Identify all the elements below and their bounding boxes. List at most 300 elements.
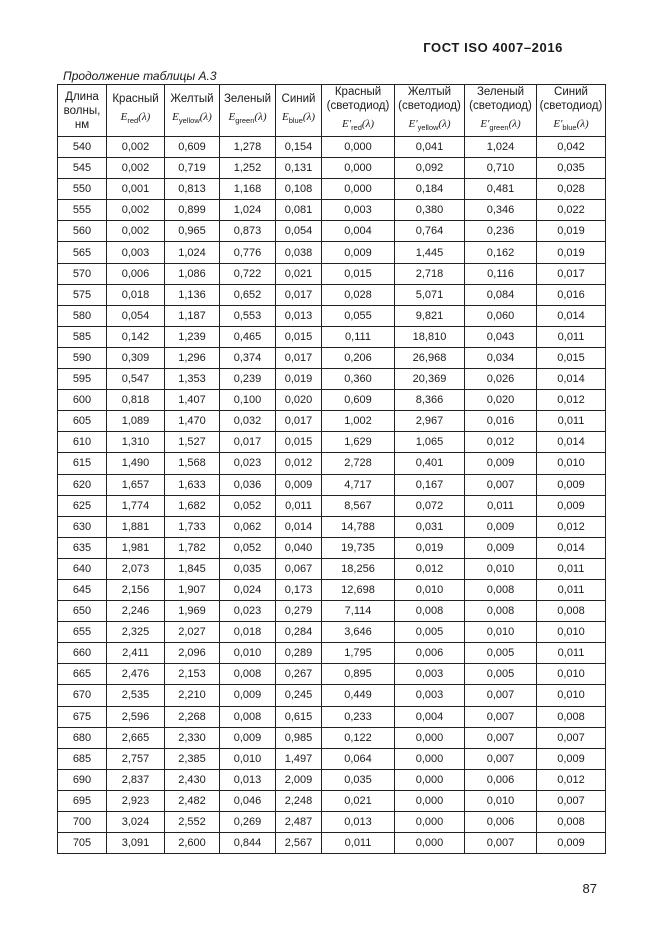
table-row xyxy=(58,263,606,284)
value-cell: 0,072 xyxy=(395,495,465,516)
value-cell: 0,011 xyxy=(537,579,606,600)
value-cell: 0,008 xyxy=(395,601,465,622)
value-cell: 12,698 xyxy=(322,579,395,600)
symbol-argument: (λ) xyxy=(361,118,374,131)
value-cell: 0,010 xyxy=(220,748,276,769)
value-cell: 0,012 xyxy=(537,516,606,537)
value-cell: 0,054 xyxy=(107,305,165,326)
value-cell: 0,003 xyxy=(107,242,165,263)
page-number: 87 xyxy=(582,881,597,896)
column-title: Синий (светодиод) xyxy=(539,86,603,113)
value-cell: 0,005 xyxy=(465,664,537,685)
wavelength-cell: 600 xyxy=(58,390,107,411)
value-cell: 0,009 xyxy=(537,474,606,495)
value-cell: 0,609 xyxy=(322,390,395,411)
symbol-argument: (λ) xyxy=(199,111,212,124)
value-cell: 0,017 xyxy=(276,411,322,432)
value-cell: 0,017 xyxy=(537,263,606,284)
value-cell: 0,899 xyxy=(165,200,220,221)
value-cell: 0,000 xyxy=(395,790,465,811)
value-cell: 0,012 xyxy=(395,558,465,579)
value-cell: 1,024 xyxy=(165,242,220,263)
value-cell: 0,000 xyxy=(395,748,465,769)
wavelength-cell: 645 xyxy=(58,579,107,600)
wavelength-cell: 635 xyxy=(58,537,107,558)
value-cell: 0,018 xyxy=(107,284,165,305)
value-cell: 0,005 xyxy=(465,643,537,664)
value-cell: 0,131 xyxy=(276,158,322,179)
value-cell: 1,682 xyxy=(165,495,220,516)
symbol-letter: E' xyxy=(553,118,563,131)
value-cell: 14,788 xyxy=(322,516,395,537)
value-cell: 8,366 xyxy=(395,390,465,411)
table-row xyxy=(58,326,606,347)
value-cell: 2,246 xyxy=(107,601,165,622)
value-cell: 0,018 xyxy=(220,622,276,643)
table-row xyxy=(58,369,606,390)
value-cell: 2,487 xyxy=(276,812,322,833)
wavelength-cell: 550 xyxy=(58,179,107,200)
value-cell: 0,036 xyxy=(220,474,276,495)
value-cell: 2,330 xyxy=(165,727,220,748)
column-symbol xyxy=(165,110,219,128)
value-cell: 0,547 xyxy=(107,369,165,390)
value-cell: 1,795 xyxy=(322,643,395,664)
column-title: Желтый (светодиод) xyxy=(398,86,461,113)
wavelength-cell: 565 xyxy=(58,242,107,263)
table-row xyxy=(58,558,606,579)
value-cell: 0,009 xyxy=(465,516,537,537)
value-cell: 0,010 xyxy=(537,622,606,643)
value-cell: 0,054 xyxy=(276,221,322,242)
table-row xyxy=(58,221,606,242)
value-cell: 0,012 xyxy=(537,390,606,411)
value-cell: 1,969 xyxy=(165,601,220,622)
column-header xyxy=(107,85,165,137)
value-cell: 0,985 xyxy=(276,727,322,748)
value-cell: 1,407 xyxy=(165,390,220,411)
value-cell: 0,122 xyxy=(322,727,395,748)
symbol-letter: E' xyxy=(480,118,490,131)
column-title: Красный (светодиод) xyxy=(326,86,390,113)
value-cell: 1,252 xyxy=(220,158,276,179)
column-title: Красный xyxy=(112,93,159,106)
value-cell: 0,005 xyxy=(395,622,465,643)
value-cell: 2,837 xyxy=(107,769,165,790)
value-cell: 0,002 xyxy=(107,137,165,158)
value-cell: 0,008 xyxy=(465,579,537,600)
value-cell: 0,609 xyxy=(165,137,220,158)
value-cell: 2,430 xyxy=(165,769,220,790)
value-cell: 0,001 xyxy=(107,179,165,200)
symbol-letter: E xyxy=(172,111,179,124)
value-cell: 0,013 xyxy=(220,769,276,790)
symbol-argument: (λ) xyxy=(302,111,315,124)
value-cell: 0,010 xyxy=(220,643,276,664)
table-row xyxy=(58,537,606,558)
value-cell: 0,965 xyxy=(165,221,220,242)
value-cell: 0,142 xyxy=(107,326,165,347)
value-cell: 9,821 xyxy=(395,305,465,326)
value-cell: 0,284 xyxy=(276,622,322,643)
table-row xyxy=(58,579,606,600)
value-cell: 0,028 xyxy=(537,179,606,200)
value-cell: 1,774 xyxy=(107,495,165,516)
value-cell: 1,845 xyxy=(165,558,220,579)
table-row xyxy=(58,432,606,453)
value-cell: 2,210 xyxy=(165,685,220,706)
value-cell: 0,007 xyxy=(465,833,537,854)
value-cell: 0,010 xyxy=(395,579,465,600)
value-cell: 0,873 xyxy=(220,221,276,242)
value-cell: 0,346 xyxy=(465,200,537,221)
value-cell: 0,007 xyxy=(465,748,537,769)
table-row xyxy=(58,685,606,706)
value-cell: 2,411 xyxy=(107,643,165,664)
value-cell: 0,003 xyxy=(395,685,465,706)
table-row xyxy=(58,790,606,811)
value-cell: 0,022 xyxy=(537,200,606,221)
symbol-subscript: yellow xyxy=(417,123,439,133)
wavelength-cell: 595 xyxy=(58,369,107,390)
table-row xyxy=(58,601,606,622)
value-cell: 1,445 xyxy=(395,242,465,263)
value-cell: 0,035 xyxy=(220,558,276,579)
value-cell: 0,010 xyxy=(465,790,537,811)
value-cell: 0,035 xyxy=(322,769,395,790)
value-cell: 0,465 xyxy=(220,326,276,347)
table-row xyxy=(58,137,606,158)
value-cell: 1,310 xyxy=(107,432,165,453)
value-cell: 2,567 xyxy=(276,833,322,854)
column-symbol xyxy=(107,110,164,128)
value-cell: 0,309 xyxy=(107,347,165,368)
value-cell: 0,011 xyxy=(537,411,606,432)
value-cell: 1,086 xyxy=(165,263,220,284)
value-cell: 0,009 xyxy=(465,537,537,558)
value-cell: 1,629 xyxy=(322,432,395,453)
wavelength-cell: 700 xyxy=(58,812,107,833)
wavelength-cell: 650 xyxy=(58,601,107,622)
value-cell: 1,024 xyxy=(465,137,537,158)
symbol-subscript: blue xyxy=(288,116,303,126)
value-cell: 0,046 xyxy=(220,790,276,811)
value-cell: 0,040 xyxy=(276,537,322,558)
value-cell: 0,553 xyxy=(220,305,276,326)
value-cell: 2,096 xyxy=(165,643,220,664)
value-cell: 0,016 xyxy=(537,284,606,305)
table-row xyxy=(58,179,606,200)
table-row xyxy=(58,284,606,305)
table-row xyxy=(58,622,606,643)
symbol-argument: (λ) xyxy=(254,111,267,124)
wavelength-cell: 655 xyxy=(58,622,107,643)
value-cell: 0,021 xyxy=(276,263,322,284)
table-row xyxy=(58,390,606,411)
value-cell: 19,735 xyxy=(322,537,395,558)
table-row xyxy=(58,200,606,221)
value-cell: 0,000 xyxy=(322,158,395,179)
value-cell: 0,844 xyxy=(220,833,276,854)
value-cell: 0,011 xyxy=(537,643,606,664)
wavelength-cell: 610 xyxy=(58,432,107,453)
value-cell: 0,111 xyxy=(322,326,395,347)
value-cell: 0,006 xyxy=(465,769,537,790)
value-cell: 0,031 xyxy=(395,516,465,537)
table-row xyxy=(58,474,606,495)
value-cell: 0,012 xyxy=(276,453,322,474)
symbol-argument: (λ) xyxy=(576,118,589,131)
value-cell: 0,092 xyxy=(395,158,465,179)
value-cell: 20,369 xyxy=(395,369,465,390)
value-cell: 2,596 xyxy=(107,706,165,727)
value-cell: 0,064 xyxy=(322,748,395,769)
value-cell: 0,239 xyxy=(220,369,276,390)
value-cell: 0,764 xyxy=(395,221,465,242)
value-cell: 0,028 xyxy=(322,284,395,305)
value-cell: 0,035 xyxy=(537,158,606,179)
value-cell: 0,014 xyxy=(537,305,606,326)
value-cell: 0,000 xyxy=(395,769,465,790)
value-cell: 0,042 xyxy=(537,137,606,158)
value-cell: 0,043 xyxy=(465,326,537,347)
value-cell: 2,728 xyxy=(322,453,395,474)
value-cell: 5,071 xyxy=(395,284,465,305)
value-cell: 0,019 xyxy=(395,537,465,558)
value-cell: 0,008 xyxy=(537,812,606,833)
value-cell: 0,008 xyxy=(537,706,606,727)
value-cell: 1,239 xyxy=(165,326,220,347)
column-header xyxy=(322,85,395,137)
wavelength-cell: 540 xyxy=(58,137,107,158)
value-cell: 1,733 xyxy=(165,516,220,537)
standard-designation: ГОСТ ISO 4007–2016 xyxy=(423,40,563,55)
symbol-argument: (λ) xyxy=(508,118,521,131)
symbol-letter: E' xyxy=(341,118,352,131)
column-symbol xyxy=(465,117,536,135)
column-symbol xyxy=(220,110,275,128)
value-cell: 18,256 xyxy=(322,558,395,579)
symbol-subscript: blue xyxy=(562,123,577,133)
value-cell: 1,065 xyxy=(395,432,465,453)
value-cell: 0,245 xyxy=(276,685,322,706)
wavelength-cell: 605 xyxy=(58,411,107,432)
value-cell: 1,089 xyxy=(107,411,165,432)
value-cell: 1,353 xyxy=(165,369,220,390)
value-cell: 0,023 xyxy=(220,453,276,474)
wavelength-cell: 695 xyxy=(58,790,107,811)
value-cell: 3,024 xyxy=(107,812,165,833)
value-cell: 0,652 xyxy=(220,284,276,305)
value-cell: 0,007 xyxy=(537,790,606,811)
value-cell: 2,153 xyxy=(165,664,220,685)
value-cell: 1,657 xyxy=(107,474,165,495)
value-cell: 0,010 xyxy=(537,685,606,706)
value-cell: 0,236 xyxy=(465,221,537,242)
value-cell: 0,010 xyxy=(465,622,537,643)
value-cell: 0,002 xyxy=(107,200,165,221)
value-cell: 0,010 xyxy=(537,664,606,685)
column-title: Синий xyxy=(281,93,316,106)
value-cell: 0,710 xyxy=(465,158,537,179)
value-cell: 0,060 xyxy=(465,305,537,326)
value-cell: 0,206 xyxy=(322,347,395,368)
value-cell: 0,269 xyxy=(220,812,276,833)
value-cell: 0,038 xyxy=(276,242,322,263)
value-cell: 0,009 xyxy=(537,495,606,516)
value-cell: 0,108 xyxy=(276,179,322,200)
value-cell: 1,296 xyxy=(165,347,220,368)
value-cell: 0,015 xyxy=(322,263,395,284)
value-cell: 0,013 xyxy=(322,812,395,833)
value-cell: 0,017 xyxy=(276,284,322,305)
value-cell: 8,567 xyxy=(322,495,395,516)
symbol-subscript: red xyxy=(351,123,362,133)
value-cell: 0,019 xyxy=(276,369,322,390)
value-cell: 0,009 xyxy=(220,685,276,706)
table-row xyxy=(58,664,606,685)
table-row xyxy=(58,748,606,769)
value-cell: 0,719 xyxy=(165,158,220,179)
value-cell: 0,067 xyxy=(276,558,322,579)
value-cell: 2,009 xyxy=(276,769,322,790)
value-cell: 0,776 xyxy=(220,242,276,263)
column-title: Желтый xyxy=(170,93,214,106)
value-cell: 0,116 xyxy=(465,263,537,284)
value-cell: 0,154 xyxy=(276,137,322,158)
wavelength-cell: 615 xyxy=(58,453,107,474)
value-cell: 0,100 xyxy=(220,390,276,411)
value-cell: 2,156 xyxy=(107,579,165,600)
wavelength-cell: 570 xyxy=(58,263,107,284)
value-cell: 2,535 xyxy=(107,685,165,706)
value-cell: 0,002 xyxy=(107,221,165,242)
table-row xyxy=(58,453,606,474)
table-row xyxy=(58,158,606,179)
value-cell: 18,810 xyxy=(395,326,465,347)
table-row xyxy=(58,347,606,368)
value-cell: 2,665 xyxy=(107,727,165,748)
symbol-subscript: green xyxy=(235,116,255,126)
value-cell: 0,233 xyxy=(322,706,395,727)
column-header xyxy=(395,85,465,137)
value-cell: 0,012 xyxy=(537,769,606,790)
value-cell: 0,162 xyxy=(465,242,537,263)
value-cell: 0,002 xyxy=(107,158,165,179)
value-cell: 0,011 xyxy=(537,558,606,579)
value-cell: 1,568 xyxy=(165,453,220,474)
wavelength-cell: 545 xyxy=(58,158,107,179)
value-cell: 0,012 xyxy=(465,432,537,453)
value-cell: 0,021 xyxy=(322,790,395,811)
symbol-argument: (λ) xyxy=(438,118,451,131)
table-body xyxy=(58,137,606,854)
value-cell: 0,267 xyxy=(276,664,322,685)
value-cell: 0,360 xyxy=(322,369,395,390)
value-cell: 1,136 xyxy=(165,284,220,305)
value-cell: 0,010 xyxy=(465,558,537,579)
column-symbol xyxy=(276,110,321,128)
value-cell: 0,006 xyxy=(465,812,537,833)
value-cell: 0,289 xyxy=(276,643,322,664)
wavelength-cell: 685 xyxy=(58,748,107,769)
value-cell: 0,016 xyxy=(465,411,537,432)
value-cell: 2,325 xyxy=(107,622,165,643)
symbol-letter: E xyxy=(228,111,236,124)
value-cell: 0,481 xyxy=(465,179,537,200)
value-cell: 0,173 xyxy=(276,579,322,600)
value-cell: 3,646 xyxy=(322,622,395,643)
column-header xyxy=(276,85,322,137)
value-cell: 0,007 xyxy=(465,685,537,706)
wavelength-cell: 705 xyxy=(58,833,107,854)
column-header xyxy=(465,85,537,137)
table-row xyxy=(58,812,606,833)
value-cell: 2,923 xyxy=(107,790,165,811)
value-cell: 0,009 xyxy=(537,748,606,769)
value-cell: 0,019 xyxy=(537,221,606,242)
column-symbol xyxy=(537,117,605,135)
value-cell: 0,019 xyxy=(537,242,606,263)
value-cell: 0,034 xyxy=(465,347,537,368)
symbol-subscript: green xyxy=(489,123,509,133)
value-cell: 0,011 xyxy=(465,495,537,516)
value-cell: 1,981 xyxy=(107,537,165,558)
wavelength-cell: 690 xyxy=(58,769,107,790)
spectral-data-table xyxy=(57,84,606,854)
value-cell: 0,722 xyxy=(220,263,276,284)
value-cell: 2,552 xyxy=(165,812,220,833)
value-cell: 2,482 xyxy=(165,790,220,811)
wavelength-cell: 580 xyxy=(58,305,107,326)
value-cell: 0,014 xyxy=(276,516,322,537)
value-cell: 1,497 xyxy=(276,748,322,769)
value-cell: 2,073 xyxy=(107,558,165,579)
symbol-letter: E' xyxy=(408,118,418,131)
value-cell: 0,380 xyxy=(395,200,465,221)
value-cell: 0,017 xyxy=(276,347,322,368)
value-cell: 0,020 xyxy=(276,390,322,411)
table-row xyxy=(58,833,606,854)
value-cell: 0,374 xyxy=(220,347,276,368)
value-cell: 0,000 xyxy=(322,137,395,158)
value-cell: 0,084 xyxy=(465,284,537,305)
table-row xyxy=(58,516,606,537)
column-header xyxy=(58,85,107,137)
value-cell: 2,757 xyxy=(107,748,165,769)
table-caption: Продолжение таблицы А.3 xyxy=(63,69,217,83)
value-cell: 0,007 xyxy=(537,727,606,748)
value-cell: 0,015 xyxy=(537,347,606,368)
wavelength-cell: 660 xyxy=(58,643,107,664)
table-row xyxy=(58,643,606,664)
value-cell: 0,007 xyxy=(465,474,537,495)
value-cell: 0,009 xyxy=(276,474,322,495)
value-cell: 1,907 xyxy=(165,579,220,600)
value-cell: 0,818 xyxy=(107,390,165,411)
value-cell: 1,490 xyxy=(107,453,165,474)
value-cell: 1,002 xyxy=(322,411,395,432)
wavelength-cell: 560 xyxy=(58,221,107,242)
column-header xyxy=(165,85,220,137)
wavelength-cell: 680 xyxy=(58,727,107,748)
value-cell: 0,401 xyxy=(395,453,465,474)
symbol-subscript: yellow xyxy=(178,116,200,126)
column-title: Зеленый (светодиод) xyxy=(469,86,532,113)
table-row xyxy=(58,411,606,432)
table-header-row xyxy=(58,85,606,137)
value-cell: 0,003 xyxy=(395,664,465,685)
